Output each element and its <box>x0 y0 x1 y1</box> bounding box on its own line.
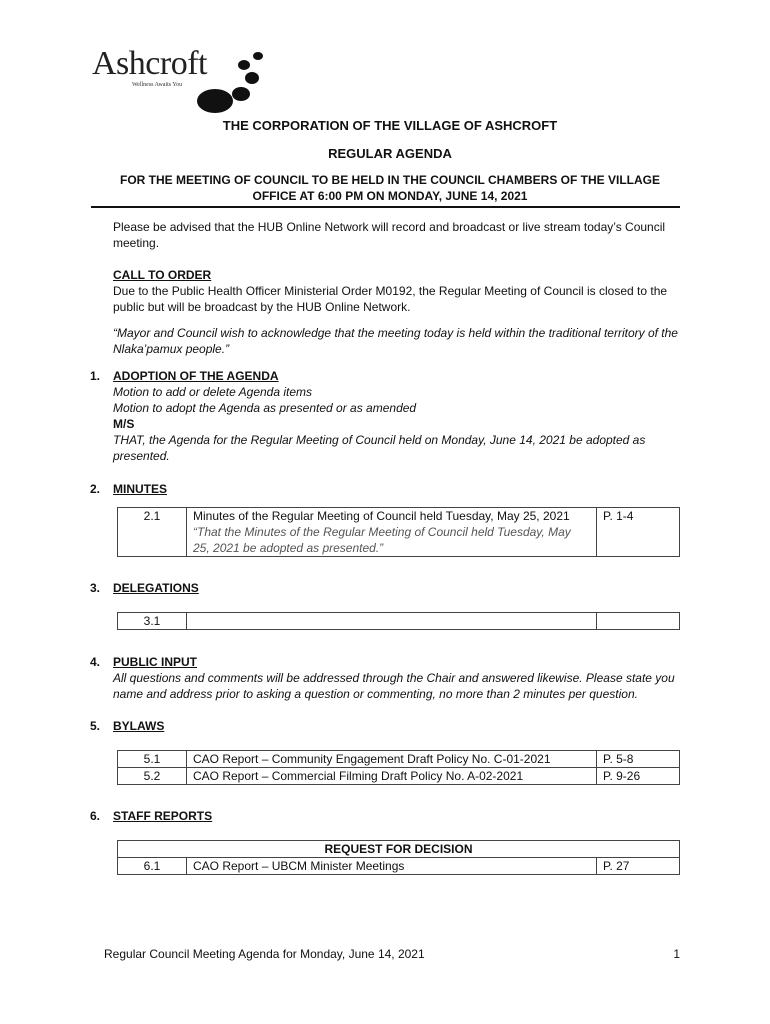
call-to-order-heading: CALL TO ORDER <box>113 268 212 282</box>
section-6-heading: STAFF REPORTS <box>113 809 213 823</box>
item-description <box>187 613 597 630</box>
bylaws-table <box>117 750 680 785</box>
section-2-number: 2. <box>90 482 101 496</box>
section-1-ms: M/S <box>113 417 135 431</box>
item-page: P. 27 <box>597 858 680 875</box>
land-acknowledgement: “Mayor and Council wish to acknowledge that the meeting today is held within the traditional territory of the Nlaka’pamux people.” <box>113 326 678 356</box>
item-number: 6.1 <box>118 858 187 875</box>
section-5-heading: BYLAWS <box>113 719 165 733</box>
section-1-motion: THAT, the Agenda for the Regular Meeting of Council held on Monday, June 14, 2021 be adopted as presented. <box>113 433 646 463</box>
org-title: THE CORPORATION OF THE VILLAGE OF ASHCROFT <box>222 118 558 133</box>
table-row <box>118 858 680 875</box>
section-1-line-1: Motion to add or delete Agenda items <box>113 385 313 399</box>
page-footer <box>104 946 680 962</box>
section-4-number: 4. <box>90 655 101 669</box>
item-page: P. 1-4 <box>597 508 680 557</box>
item-motion: “That the Minutes of the Regular Meeting of Council held Tuesday, May 25, 2021 be adopted as presented.” <box>193 525 571 555</box>
section-6-number: 6. <box>90 809 101 823</box>
item-description: CAO Report – Community Engagement Draft Policy No. C-01-2021 <box>187 751 597 768</box>
item-number: 5.2 <box>118 768 187 785</box>
table-row <box>118 508 680 557</box>
footer-text: Regular Council Meeting Agenda for Monday, June 14, 2021 <box>104 947 425 961</box>
call-to-order <box>113 267 681 315</box>
call-to-order-text: Due to the Public Health Officer Ministerial Order M0192, the Regular Meeting of Council is closed to the public but will be broadcast by the HUB Online Network. <box>113 284 668 314</box>
table-header-row <box>118 841 680 858</box>
item-description: CAO Report – UBCM Minister Meetings <box>187 858 597 875</box>
logo-tagline: Wellness Awaits You <box>132 82 183 88</box>
section-public-input <box>113 654 681 702</box>
item-description <box>187 508 597 557</box>
subtitle-line-2: OFFICE AT 6:00 PM ON MONDAY, JUNE 14, 2021 <box>252 189 528 203</box>
logo-wordmark: Ashcroft <box>92 45 207 82</box>
page-number: 1 <box>673 947 680 961</box>
item-number: 5.1 <box>118 751 187 768</box>
section-1-heading: ADOPTION OF THE AGENDA <box>113 369 279 383</box>
request-for-decision-header: REQUEST FOR DECISION <box>118 841 680 858</box>
broadcast-notice: Please be advised that the HUB Online Network will record and broadcast or live stream today’s Council meeting. <box>113 220 666 250</box>
section-4-text: All questions and comments will be addressed through the Chair and answered likewise. Please state you name and address prior to asking a question or commenting, no more than 2 minutes per question. <box>113 671 675 701</box>
subtitle-line-1: FOR THE MEETING OF COUNCIL TO BE HELD IN THE COUNCIL CHAMBERS OF THE VILLAGE <box>119 173 660 187</box>
item-page <box>597 613 680 630</box>
agenda-title: REGULAR AGENDA <box>328 146 452 161</box>
section-1-number: 1. <box>90 369 101 383</box>
section-1-line-2: Motion to adopt the Agenda as presented or as amended <box>113 401 417 415</box>
section-3-heading: DELEGATIONS <box>113 581 199 595</box>
section-adoption <box>113 368 681 464</box>
section-5-number: 5. <box>90 719 101 733</box>
item-page: P. 5-8 <box>597 751 680 768</box>
staff-reports-table <box>117 840 680 875</box>
table-row <box>118 768 680 785</box>
header-divider <box>91 206 680 208</box>
table-row <box>118 751 680 768</box>
table-row <box>118 613 680 630</box>
section-2-heading: MINUTES <box>113 482 167 496</box>
item-page: P. 9-26 <box>597 768 680 785</box>
ashcroft-logo <box>92 44 272 120</box>
delegations-table <box>117 612 680 630</box>
section-4-heading: PUBLIC INPUT <box>113 655 197 669</box>
item-number: 2.1 <box>118 508 187 557</box>
minutes-table <box>117 507 680 557</box>
item-number: 3.1 <box>118 613 187 630</box>
item-description: CAO Report – Commercial Filming Draft Policy No. A-02-2021 <box>187 768 597 785</box>
section-3-number: 3. <box>90 581 101 595</box>
meeting-subtitle <box>90 172 690 204</box>
item-title: Minutes of the Regular Meeting of Council held Tuesday, May 25, 2021 <box>193 509 570 523</box>
